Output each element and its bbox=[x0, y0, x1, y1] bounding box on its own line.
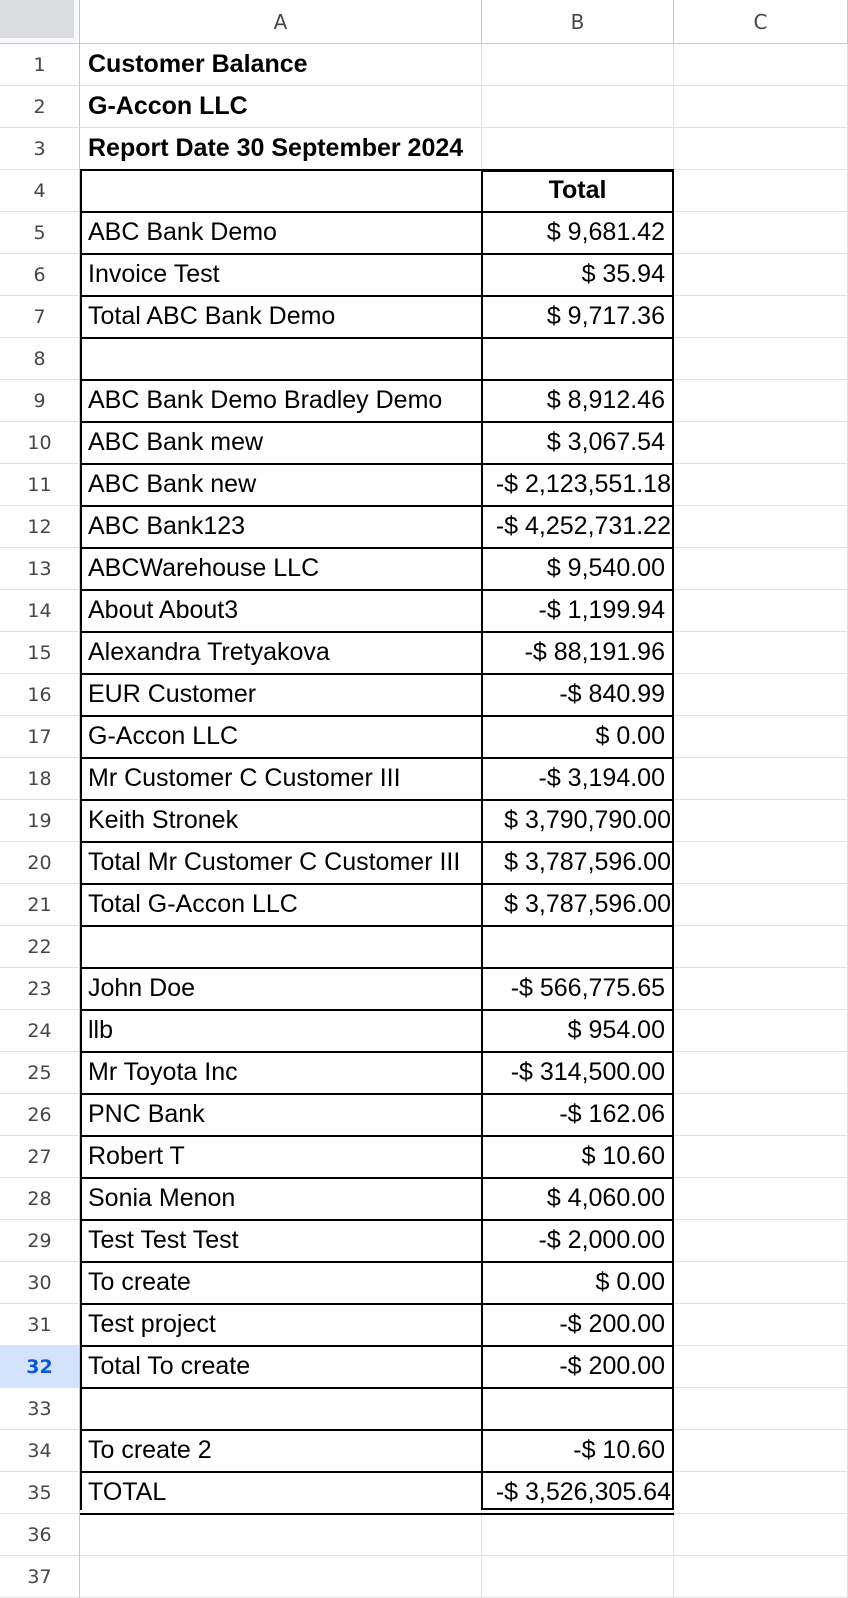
row-header[interactable]: 26 bbox=[0, 1094, 80, 1136]
cell-a[interactable]: Alexandra Tretyakova bbox=[80, 632, 482, 674]
cell-a[interactable] bbox=[80, 1514, 482, 1556]
cell-a[interactable]: Test Test Test bbox=[80, 1220, 482, 1262]
row-header[interactable]: 37 bbox=[0, 1556, 80, 1598]
column-header-c[interactable]: C bbox=[674, 0, 848, 44]
cell-b[interactable]: -$ 3,194.00 bbox=[482, 758, 674, 800]
cell-a[interactable]: Robert T bbox=[80, 1136, 482, 1178]
cell-b[interactable]: -$ 10.60 bbox=[482, 1430, 674, 1472]
cell-a[interactable]: ABC Bank Demo Bradley Demo bbox=[80, 380, 482, 422]
row-header[interactable]: 11 bbox=[0, 464, 80, 506]
cell-c[interactable] bbox=[674, 758, 848, 800]
cell-a[interactable]: ABC Bank123 bbox=[80, 506, 482, 548]
row-header[interactable]: 34 bbox=[0, 1430, 80, 1472]
row-header[interactable]: 14 bbox=[0, 590, 80, 632]
cell-a[interactable]: Total Mr Customer C Customer III bbox=[80, 842, 482, 884]
cell-b[interactable]: -$ 2,123,551.18 bbox=[482, 464, 674, 506]
cell-a[interactable]: Total To create bbox=[80, 1346, 482, 1388]
row-header[interactable]: 30 bbox=[0, 1262, 80, 1304]
row-header[interactable]: 12 bbox=[0, 506, 80, 548]
cell-c[interactable] bbox=[674, 254, 848, 296]
row-header[interactable]: 29 bbox=[0, 1220, 80, 1262]
cell-c[interactable] bbox=[674, 548, 848, 590]
cell-c[interactable] bbox=[674, 1556, 848, 1598]
cell-a[interactable] bbox=[80, 170, 482, 212]
cell-a[interactable]: Keith Stronek bbox=[80, 800, 482, 842]
cell-b[interactable]: $ 4,060.00 bbox=[482, 1178, 674, 1220]
cell-c[interactable] bbox=[674, 1136, 848, 1178]
cell-c[interactable] bbox=[674, 128, 848, 170]
cell-b[interactable]: -$ 3,526,305.64 bbox=[482, 1472, 674, 1514]
cell-c[interactable] bbox=[674, 884, 848, 926]
cell-a[interactable] bbox=[80, 926, 482, 968]
cell-b[interactable] bbox=[482, 1514, 674, 1556]
cell-a[interactable]: Sonia Menon bbox=[80, 1178, 482, 1220]
row-header[interactable]: 8 bbox=[0, 338, 80, 380]
cell-b[interactable]: -$ 2,000.00 bbox=[482, 1220, 674, 1262]
cell-b[interactable]: -$ 162.06 bbox=[482, 1094, 674, 1136]
row-header[interactable]: 22 bbox=[0, 926, 80, 968]
cell-c[interactable] bbox=[674, 44, 848, 86]
cell-a[interactable]: G-Accon LLC bbox=[80, 86, 482, 128]
cell-c[interactable] bbox=[674, 1262, 848, 1304]
cell-c[interactable] bbox=[674, 590, 848, 632]
row-header[interactable]: 10 bbox=[0, 422, 80, 464]
row-header[interactable]: 15 bbox=[0, 632, 80, 674]
cell-b[interactable]: $ 10.60 bbox=[482, 1136, 674, 1178]
cell-c[interactable] bbox=[674, 1430, 848, 1472]
cell-c[interactable] bbox=[674, 464, 848, 506]
cell-c[interactable] bbox=[674, 1052, 848, 1094]
cell-b[interactable]: $ 9,540.00 bbox=[482, 548, 674, 590]
cell-b[interactable]: $ 35.94 bbox=[482, 254, 674, 296]
cell-a[interactable]: Customer Balance bbox=[80, 44, 482, 86]
cell-c[interactable] bbox=[674, 632, 848, 674]
row-header[interactable]: 21 bbox=[0, 884, 80, 926]
cell-c[interactable] bbox=[674, 674, 848, 716]
cell-b[interactable] bbox=[482, 86, 674, 128]
cell-a[interactable]: TOTAL bbox=[80, 1472, 482, 1514]
cell-b[interactable]: -$ 200.00 bbox=[482, 1346, 674, 1388]
cell-a[interactable]: Mr Customer C Customer III bbox=[80, 758, 482, 800]
cell-b[interactable] bbox=[482, 926, 674, 968]
row-header[interactable]: 3 bbox=[0, 128, 80, 170]
row-header[interactable]: 27 bbox=[0, 1136, 80, 1178]
cell-a[interactable]: G-Accon LLC bbox=[80, 716, 482, 758]
cell-b[interactable]: -$ 4,252,731.22 bbox=[482, 506, 674, 548]
cell-a[interactable]: Total ABC Bank Demo bbox=[80, 296, 482, 338]
cell-b[interactable]: $ 0.00 bbox=[482, 1262, 674, 1304]
cell-c[interactable] bbox=[674, 86, 848, 128]
cell-b[interactable]: $ 0.00 bbox=[482, 716, 674, 758]
cell-b[interactable] bbox=[482, 1556, 674, 1598]
cell-b[interactable] bbox=[482, 128, 674, 170]
row-header[interactable]: 28 bbox=[0, 1178, 80, 1220]
cell-c[interactable] bbox=[674, 1010, 848, 1052]
cell-a[interactable]: To create bbox=[80, 1262, 482, 1304]
cell-b[interactable]: -$ 1,199.94 bbox=[482, 590, 674, 632]
cell-a[interactable]: EUR Customer bbox=[80, 674, 482, 716]
row-header[interactable]: 35 bbox=[0, 1472, 80, 1514]
cell-b[interactable]: $ 3,787,596.00 bbox=[482, 884, 674, 926]
row-header[interactable]: 17 bbox=[0, 716, 80, 758]
row-header[interactable]: 13 bbox=[0, 548, 80, 590]
row-header[interactable]: 25 bbox=[0, 1052, 80, 1094]
row-header[interactable]: 23 bbox=[0, 968, 80, 1010]
select-all-indicator bbox=[0, 0, 74, 38]
cell-b[interactable]: $ 8,912.46 bbox=[482, 380, 674, 422]
cell-b[interactable]: $ 3,790,790.00 bbox=[482, 800, 674, 842]
cell-b[interactable] bbox=[482, 1388, 674, 1430]
cell-b[interactable]: Total bbox=[482, 170, 674, 212]
cell-a[interactable]: Mr Toyota Inc bbox=[80, 1052, 482, 1094]
cell-c[interactable] bbox=[674, 380, 848, 422]
row-header[interactable]: 20 bbox=[0, 842, 80, 884]
cell-a[interactable]: John Doe bbox=[80, 968, 482, 1010]
cell-c[interactable] bbox=[674, 1472, 848, 1514]
cell-a[interactable]: About About3 bbox=[80, 590, 482, 632]
cell-b[interactable]: $ 954.00 bbox=[482, 1010, 674, 1052]
cell-a[interactable]: Invoice Test bbox=[80, 254, 482, 296]
cell-a[interactable] bbox=[80, 1388, 482, 1430]
cell-c[interactable] bbox=[674, 170, 848, 212]
select-all-corner[interactable] bbox=[0, 0, 80, 44]
row-header[interactable]: 5 bbox=[0, 212, 80, 254]
cell-c[interactable] bbox=[674, 716, 848, 758]
cell-c[interactable] bbox=[674, 1514, 848, 1556]
cell-c[interactable] bbox=[674, 1094, 848, 1136]
cell-c[interactable] bbox=[674, 1304, 848, 1346]
row-header[interactable]: 6 bbox=[0, 254, 80, 296]
row-header[interactable]: 1 bbox=[0, 44, 80, 86]
cell-a[interactable]: ABC Bank new bbox=[80, 464, 482, 506]
cell-c[interactable] bbox=[674, 296, 848, 338]
cell-b[interactable]: $ 9,717.36 bbox=[482, 296, 674, 338]
cell-a[interactable]: ABC Bank mew bbox=[80, 422, 482, 464]
row-header[interactable]: 24 bbox=[0, 1010, 80, 1052]
cell-b[interactable]: -$ 88,191.96 bbox=[482, 632, 674, 674]
row-header[interactable]: 7 bbox=[0, 296, 80, 338]
cell-b[interactable]: -$ 200.00 bbox=[482, 1304, 674, 1346]
row-header[interactable]: 36 bbox=[0, 1514, 80, 1556]
cell-c[interactable] bbox=[674, 1220, 848, 1262]
cell-b[interactable]: $ 3,787,596.00 bbox=[482, 842, 674, 884]
cell-a[interactable]: To create 2 bbox=[80, 1430, 482, 1472]
cell-b[interactable]: -$ 314,500.00 bbox=[482, 1052, 674, 1094]
row-header[interactable]: 19 bbox=[0, 800, 80, 842]
cell-b[interactable] bbox=[482, 338, 674, 380]
cell-c[interactable] bbox=[674, 842, 848, 884]
cell-b[interactable] bbox=[482, 44, 674, 86]
cell-c[interactable] bbox=[674, 968, 848, 1010]
cell-a[interactable]: Report Date 30 September 2024 bbox=[80, 128, 482, 170]
row-header[interactable]: 31 bbox=[0, 1304, 80, 1346]
row-header[interactable]: 16 bbox=[0, 674, 80, 716]
row-header[interactable]: 9 bbox=[0, 380, 80, 422]
row-header[interactable]: 4 bbox=[0, 170, 80, 212]
row-header[interactable]: 32 bbox=[0, 1346, 80, 1388]
cell-b[interactable]: $ 3,067.54 bbox=[482, 422, 674, 464]
row-header[interactable]: 18 bbox=[0, 758, 80, 800]
row-header[interactable]: 33 bbox=[0, 1388, 80, 1430]
cell-c[interactable] bbox=[674, 338, 848, 380]
cell-b[interactable]: $ 9,681.42 bbox=[482, 212, 674, 254]
cell-a[interactable]: ABC Bank Demo bbox=[80, 212, 482, 254]
cell-a[interactable]: Total G-Accon LLC bbox=[80, 884, 482, 926]
cell-b[interactable]: -$ 840.99 bbox=[482, 674, 674, 716]
cell-a[interactable] bbox=[80, 1556, 482, 1598]
cell-c[interactable] bbox=[674, 1178, 848, 1220]
cell-c[interactable] bbox=[674, 212, 848, 254]
cell-c[interactable] bbox=[674, 800, 848, 842]
cell-a[interactable] bbox=[80, 338, 482, 380]
cell-b[interactable]: -$ 566,775.65 bbox=[482, 968, 674, 1010]
cell-a[interactable]: ABCWarehouse LLC bbox=[80, 548, 482, 590]
column-header-b[interactable]: B bbox=[482, 0, 674, 44]
row-header[interactable]: 2 bbox=[0, 86, 80, 128]
cell-c[interactable] bbox=[674, 926, 848, 968]
cell-c[interactable] bbox=[674, 1346, 848, 1388]
cell-c[interactable] bbox=[674, 506, 848, 548]
cell-a[interactable]: PNC Bank bbox=[80, 1094, 482, 1136]
cell-c[interactable] bbox=[674, 1388, 848, 1430]
column-header-a[interactable]: A bbox=[80, 0, 482, 44]
cell-a[interactable]: Test project bbox=[80, 1304, 482, 1346]
cell-a[interactable]: llb bbox=[80, 1010, 482, 1052]
cell-c[interactable] bbox=[674, 422, 848, 464]
